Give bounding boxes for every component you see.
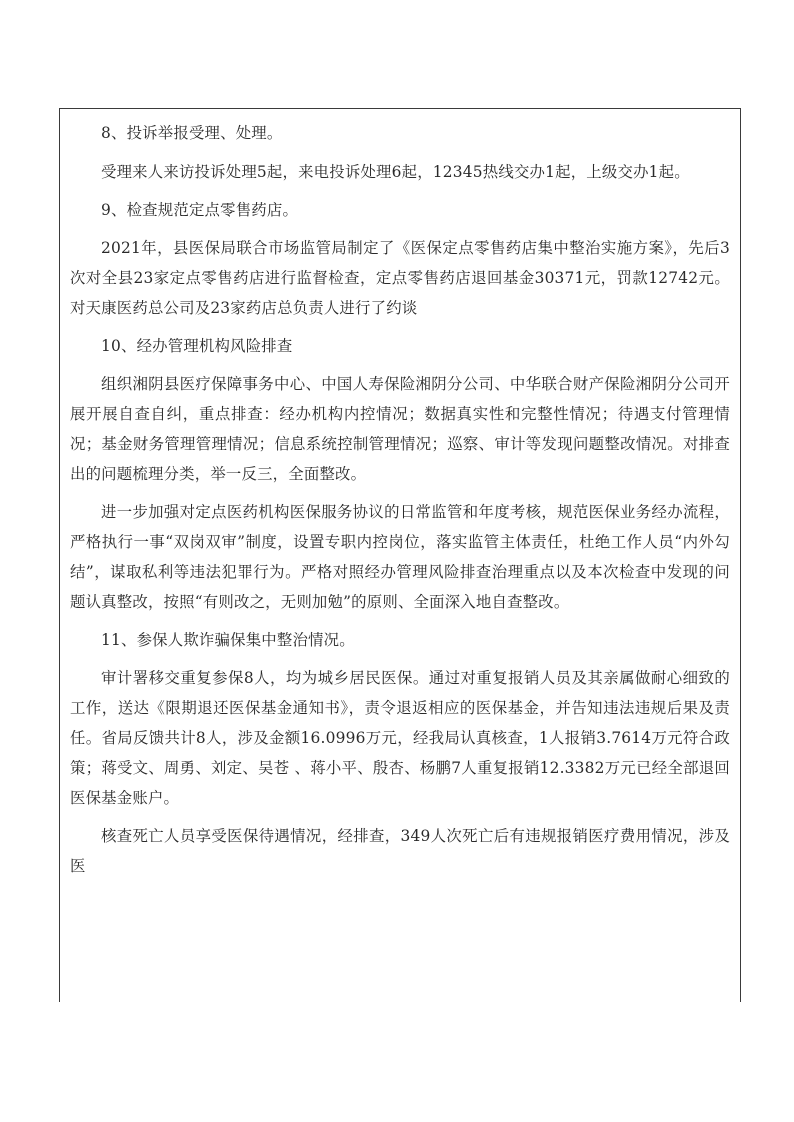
paragraph-deceased-check: 核查死亡人员享受医保待遇情况，经排查，349人次死亡后有违规报销医疗费用情况，涉及医: [70, 827, 730, 875]
section-heading-11: 11、参保人欺诈骗保集中整治情况。: [101, 631, 355, 649]
paragraph-pharmacy-inspection: 2021年，县医保局联合市场监管局制定了《医保定点零售药店集中整治实施方案》，先后3次对全县23家定点零售药店进行监督检查，定点零售药店退回基金30371元，罚款12742元。对天康医药总公司及23家药店总负责人进行了约谈: [70, 239, 730, 317]
section-heading-10: 10、经办管理机构风险排查: [101, 337, 293, 355]
section-heading-8: 8、投诉举报受理、处理。: [101, 124, 283, 142]
paragraph-complaints: 受理来人来访投诉处理5起，来电投诉处理6起，12345热线交办1起，上级交办1起。: [101, 163, 690, 181]
paragraph-risk-screening: 组织湘阴县医疗保障事务中心、中国人寿保险湘阴分公司、中华联合财产保险湘阴分公司开展开展自查自纠，重点排查：经办机构内控情况；数据真实性和完整性情况；待遇支付管理情况；基金财务管理管理情况；信息系统控制管理情况；巡察、审计等发现问题整改情况。对排查出的问题梳理分类，举一反三，全面整改。: [70, 375, 730, 483]
paragraph-supervision: 进一步加强对定点医药机构医保服务协议的日常监管和年度考核，规范医保业务经办流程，严格执行一事“双岗双审”制度，设置专职内控岗位，落实监管主体责任，杜绝工作人员“内外勾结”，谋取私利等违法犯罪行为。严格对照经办管理风险排查治理重点以及本次检查中发现的问题认真整改，按照“有则改之，无则加勉”的原则、全面深入地自查整改。: [70, 503, 730, 611]
paragraph-duplicate-insurance: 审计署移交重复参保8人，均为城乡居民医保。通过对重复报销人员及其亲属做耐心细致的工作，送达《限期退还医保基金通知书》，责令退返相应的医保基金，并告知违法违规后果及责任。省局反馈共计8人，涉及金额16.0996万元，经我局认真核查，1人报销3.7614万元符合政策；蒋受文、周勇、刘定、吴苍 、蒋小平、殷杏、杨鹏7人重复报销12.3382万元已经全部退回医保基金账户。: [70, 669, 730, 807]
section-heading-9: 9、检查规范定点零售药店。: [101, 201, 299, 219]
document-body: [70, 118, 730, 881]
